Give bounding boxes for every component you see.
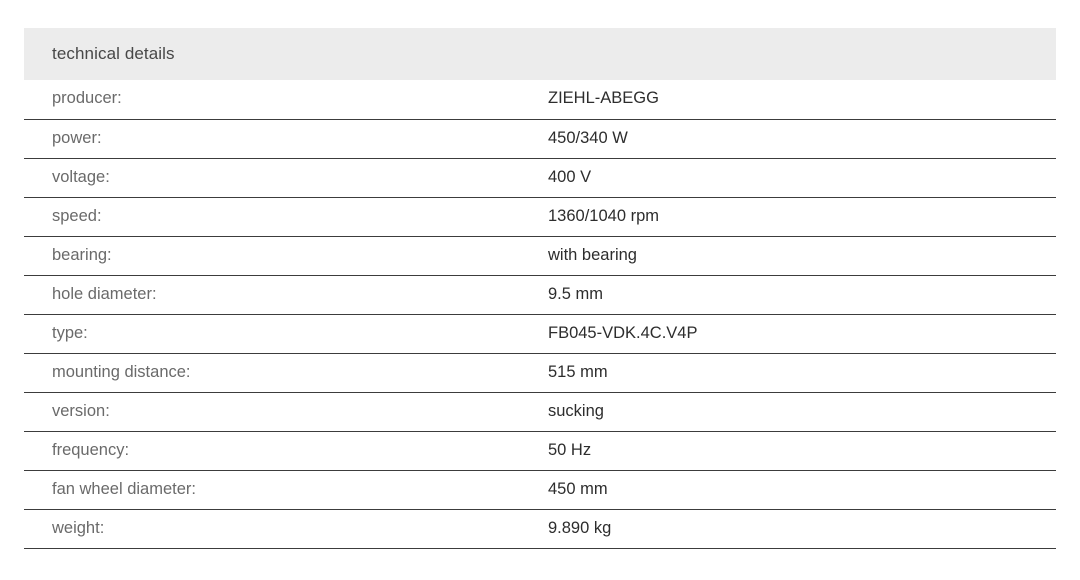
table-head [24,28,1056,80]
table-row [24,275,1056,314]
table-row [24,236,1056,275]
technical-details-table [24,28,1056,549]
spec-label: bearing: [24,236,540,275]
spec-value: 450/340 W [540,119,1056,158]
spec-label: fan wheel diameter: [24,470,540,509]
spec-value: 50 Hz [540,431,1056,470]
table-row [24,431,1056,470]
spec-label: weight: [24,509,540,548]
table-header-row [24,28,1056,80]
spec-label: version: [24,392,540,431]
table-row [24,197,1056,236]
spec-label: producer: [24,80,540,119]
table-row [24,470,1056,509]
spec-label: frequency: [24,431,540,470]
spec-value: with bearing [540,236,1056,275]
spec-label: speed: [24,197,540,236]
spec-label: mounting distance: [24,353,540,392]
table-row [24,314,1056,353]
spec-label: voltage: [24,158,540,197]
spec-value: 9.890 kg [540,509,1056,548]
spec-value: 400 V [540,158,1056,197]
spec-label: type: [24,314,540,353]
table-row [24,80,1056,119]
spec-value: 515 mm [540,353,1056,392]
table-row [24,509,1056,548]
spec-value: FB045-VDK.4C.V4P [540,314,1056,353]
table-row [24,158,1056,197]
spec-value: sucking [540,392,1056,431]
table-row [24,392,1056,431]
table-title: technical details [52,44,175,63]
spec-value: ZIEHL-ABEGG [540,80,1056,119]
table-body [24,80,1056,548]
table-row [24,353,1056,392]
spec-value: 1360/1040 rpm [540,197,1056,236]
spec-value: 9.5 mm [540,275,1056,314]
table-row [24,119,1056,158]
spec-label: hole diameter: [24,275,540,314]
spec-value: 450 mm [540,470,1056,509]
spec-label: power: [24,119,540,158]
